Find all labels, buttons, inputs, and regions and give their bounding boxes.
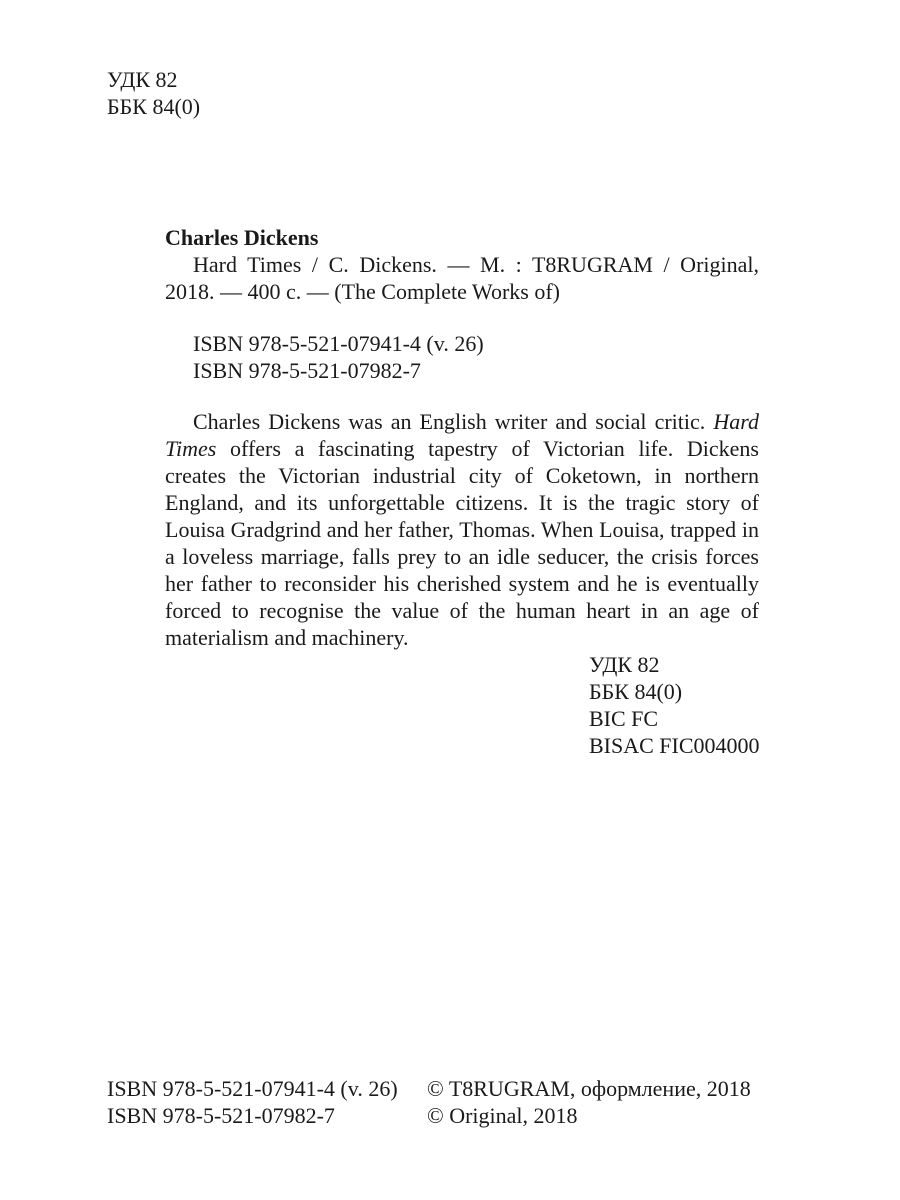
footer-row [107, 1075, 787, 1102]
footer-isbn: ISBN 978-5-521-07941-4 (v. 26) [107, 1076, 398, 1101]
classification-code: BIC FC [589, 706, 659, 731]
classification-code: BISAC FIC004000 [589, 733, 760, 758]
classification-code: УДК 82 [589, 652, 660, 677]
footer-isbn-copyright [107, 1075, 787, 1129]
bibliographic-entry: Hard Times / C. Dickens. — M. : T8RUGRAM / Original, 2018. — 400 c. — (The Complete Works of) [165, 252, 759, 304]
isbn-line: ISBN 978-5-521-07941-4 (v. 26) [193, 331, 484, 356]
annotation-body: offers a fascinating tapestry of Victorian life. Dickens creates the Victorian industrial city of Coketown, in northern England, and its unforgettable citizens. It is the tragic story of Louisa Gradgrind and her father, Thomas. When Louisa, trapped in a loveless marriage, falls prey to an idle seducer, the crisis forces her father to reconsider his cherished system and he is eventually forced to recognise the value of the human heart in an age of materialism and machinery. [165, 436, 759, 650]
classification-codes [589, 651, 760, 759]
annotation-lead: Charles Dickens was an English writer and social critic. [193, 409, 706, 434]
footer-copyright: © Original, 2018 [427, 1103, 578, 1128]
udk-code: УДК 82 [107, 67, 178, 92]
isbn-list [165, 330, 759, 384]
bbk-code: ББК 84(0) [107, 94, 201, 119]
footer-copyright: © T8RUGRAM, оформление, 2018 [427, 1076, 751, 1101]
footer-row [107, 1102, 787, 1129]
footer-isbn: ISBN 978-5-521-07982-7 [107, 1103, 335, 1128]
isbn-line: ISBN 978-5-521-07982-7 [193, 358, 421, 383]
classification-code: ББК 84(0) [589, 679, 683, 704]
annotation-book-title: Hard Times [165, 409, 759, 461]
header-classification-codes [107, 66, 200, 120]
author-name: Charles Dickens [165, 225, 319, 250]
catalog-record [165, 224, 759, 651]
annotation-text [165, 408, 759, 651]
